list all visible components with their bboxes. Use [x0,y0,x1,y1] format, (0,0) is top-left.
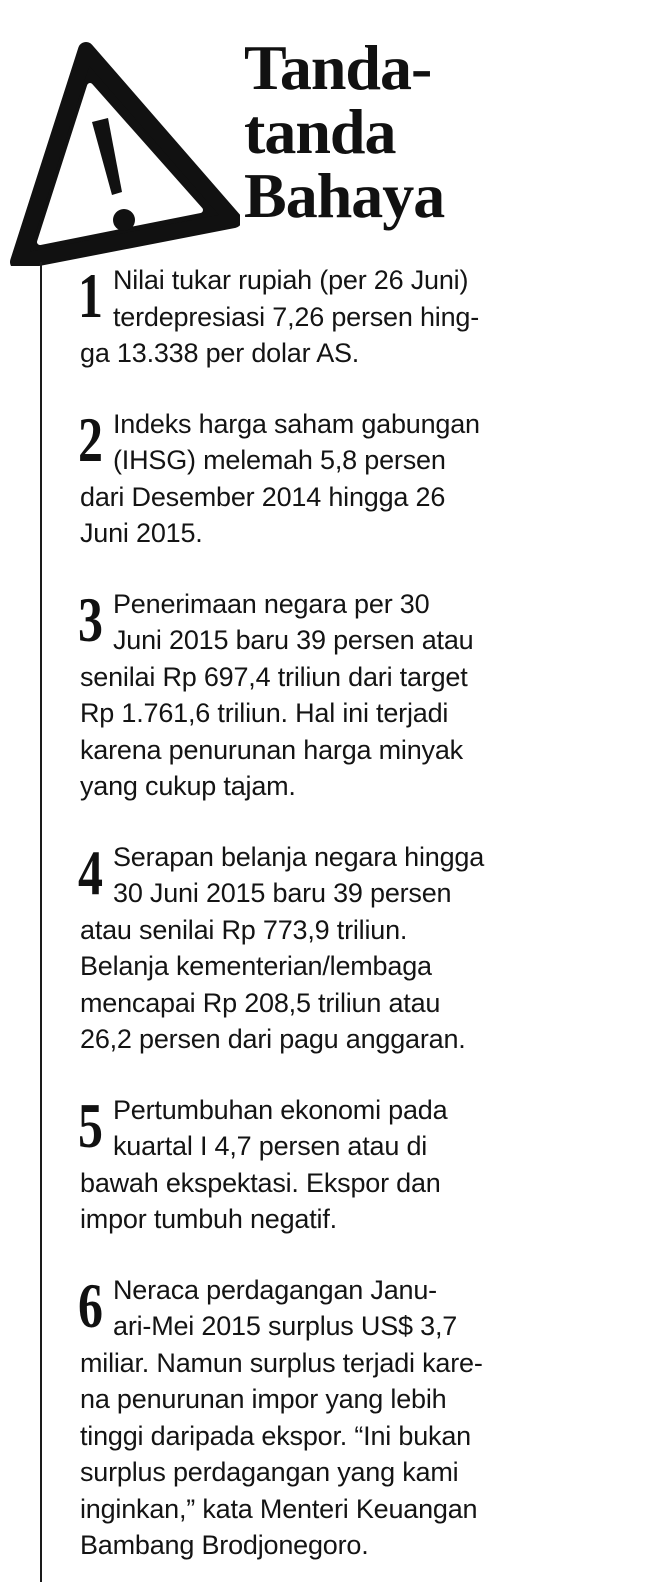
item-text [78,836,510,1058]
text-line: tinggi daripada ekspor. “Ini bukan [80,1420,471,1451]
text-line: Rp 1.761,6 triliun. Hal ini terjadi [80,698,449,728]
item-number: 2 [78,403,103,475]
title-line: Tanda- [244,32,432,103]
text-line: Penerimaan negara per 30 [113,588,430,619]
text-line: Pertumbuhan ekonomi pada [113,1094,448,1125]
vertical-rule [40,262,42,1582]
text-line: Bambang Brodjonegoro. [80,1530,369,1560]
text-line: Serapan belanja negara hingga [113,841,485,872]
text-line: Belanja kementerian/lembaga [80,951,432,981]
text-line: surplus perdagangan yang kami [80,1457,459,1487]
text-line: karena penurunan harga minyak [80,734,463,765]
text-line: bawah ekspektasi. Ekspor dan [80,1167,441,1198]
text-line: Juni 2015. [80,518,203,548]
text-line: ari-Mei 2015 surplus US$ 3,7 [113,1311,458,1341]
text-line: miliar. Namun surplus terjadi kare- [80,1347,483,1378]
text-line: 30 Juni 2015 baru 39 persen [113,878,452,908]
text-line: 26,2 persen dari pagu anggaran. [80,1024,466,1054]
item-text [80,262,510,372]
list-item [78,1269,510,1564]
page-title [244,32,445,231]
item-number: 4 [78,836,103,908]
list-item [78,836,510,1058]
text-line: ga 13.338 per dolar AS. [80,338,360,368]
item-number: 3 [78,583,103,655]
text-line: Neraca perdagangan Janu- [113,1274,437,1305]
text-line: Indeks harga saham gabungan [113,408,480,439]
item-number: 6 [78,1269,103,1341]
list-item [78,583,510,805]
text-line: impor tumbuh negatif. [80,1204,337,1234]
item-text [78,1269,510,1564]
text-line: mencapai Rp 208,5 triliun atau [80,987,441,1018]
text-line: terdepresiasi 7,26 persen hing- [113,301,480,332]
title-line: Bahaya [244,160,445,231]
warning-triangle-icon [8,38,240,266]
text-line: atau senilai Rp 773,9 triliun. [80,914,408,945]
item-text [78,583,510,805]
item-number: 1 [78,260,103,331]
title-line: tanda [244,96,396,167]
list-item [80,262,510,372]
item-text [78,403,510,552]
text-line: yang cukup tajam. [80,771,296,801]
item-text [78,1089,510,1238]
list-item [78,403,510,552]
text-line: na penurunan impor yang lebih [80,1384,447,1414]
item-number: 5 [78,1089,103,1161]
text-line: Juni 2015 baru 39 persen atau [113,625,474,655]
text-line: (IHSG) melemah 5,8 persen [113,445,446,475]
text-line: Nilai tukar rupiah (per 26 Juni) [113,265,469,295]
text-line: inginkan,” kata Menteri Keuangan [80,1493,478,1524]
warning-list [80,262,510,1564]
text-line: senilai Rp 697,4 triliun dari target [80,661,468,692]
list-item [78,1089,510,1238]
text-line: kuartal I 4,7 persen atau di [113,1131,428,1161]
text-line: dari Desember 2014 hingga 26 [80,481,446,512]
